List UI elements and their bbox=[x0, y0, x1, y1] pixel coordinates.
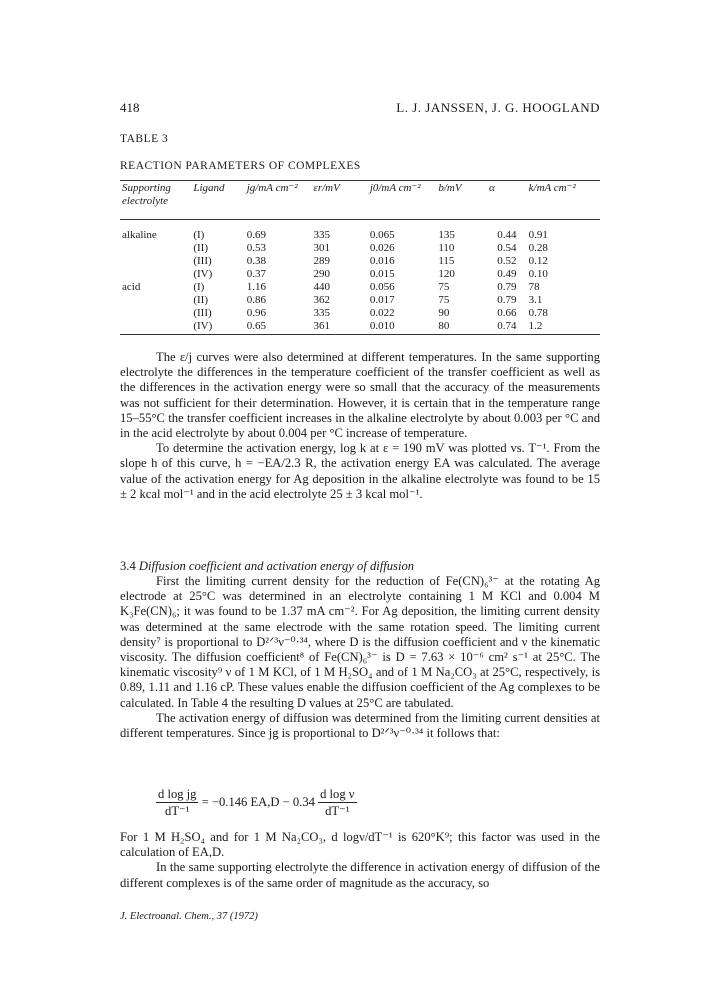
table-cell: 0.49 bbox=[497, 268, 517, 280]
column-header: α bbox=[488, 182, 495, 194]
table-cell: 0.44 bbox=[497, 229, 517, 241]
table-cell: 0.52 bbox=[497, 255, 517, 267]
table-cell: 0.69 bbox=[246, 229, 266, 241]
table-bottom-rule bbox=[120, 334, 600, 335]
equation-lhs-denominator: dT⁻¹ bbox=[165, 804, 190, 818]
table-cell: 0.065 bbox=[369, 229, 395, 241]
table-cell: 90 bbox=[438, 307, 450, 319]
table-cell: alkaline bbox=[122, 229, 157, 241]
reaction-parameters-table bbox=[120, 182, 600, 333]
table-cell: (IV) bbox=[193, 268, 213, 280]
table-cell bbox=[120, 255, 191, 268]
table-cell: 75 bbox=[438, 281, 450, 293]
table-cell: 1.16 bbox=[246, 281, 266, 293]
table-cell: 75 bbox=[438, 294, 450, 306]
table-cell: 0.74 bbox=[497, 320, 517, 332]
table-row bbox=[120, 268, 600, 281]
table-cell: 115 bbox=[438, 255, 455, 267]
equation-rhs-denominator: dT⁻¹ bbox=[325, 804, 350, 818]
equation-middle: = −0.146 EA,D − 0.34 bbox=[201, 794, 315, 809]
table-cell: 0.86 bbox=[246, 294, 266, 306]
paragraph: The ε/j curves were also determined at different temperatures. In the same supporting electrolyte the differences in the temperature coefficient of the transfer coefficient as well as the differences in the activation energy were so small that the accuracy of the measurements was not sufficient for their determination. However, it is certain that in the temperature range 15–55°C the transfer coefficient increases in the alkaline electrolyte by about 0.003 per °C and in the acid electrolyte by about 0.004 per °C increase of temperature. bbox=[120, 350, 600, 441]
column-header: εr/mV bbox=[313, 182, 340, 194]
table-cell: 440 bbox=[313, 281, 331, 293]
table-cell: 0.79 bbox=[497, 281, 517, 293]
table-cell: 0.91 bbox=[528, 229, 548, 241]
table-cell: (I) bbox=[193, 281, 205, 293]
table-cell: 0.78 bbox=[528, 307, 548, 319]
paragraph: To determine the activation energy, log k at ε = 190 mV was plotted vs. T⁻¹. From the slope h of this curve, h = −EA/2.3 R, the activation energy EA was calculated. The average value of the activation energy for Ag deposition in the alkaline electrolyte was found to be 15 ± 2 kcal mol⁻¹ and in the acid electrolyte 25 ± 3 kcal mol⁻¹. bbox=[120, 441, 600, 501]
table-cell: 0.015 bbox=[369, 268, 395, 280]
table-cell: 0.37 bbox=[246, 268, 266, 280]
table-cell: 0.66 bbox=[497, 307, 517, 319]
table-cell: 135 bbox=[438, 229, 455, 241]
table-top-rule bbox=[120, 180, 600, 181]
table-cell: 0.12 bbox=[528, 255, 548, 267]
section-number: 3.4 bbox=[120, 559, 136, 573]
table-cell: 0.65 bbox=[246, 320, 266, 332]
table-cell: (IV) bbox=[193, 320, 213, 332]
paragraph: The activation energy of diffusion was determined from the limiting current densities at different temperatures. Since jg is proportional to D²ᐟ³ν⁻⁰·³⁴ it follows that: bbox=[120, 710, 600, 741]
table-cell: 0.010 bbox=[369, 320, 395, 332]
page-number: 418 bbox=[120, 100, 140, 115]
table-cell: 0.056 bbox=[369, 281, 395, 293]
paragraph: For 1 M H₂SO₄ and for 1 M Na₂CO₃, d logν/dT⁻¹ is 620°K⁹; this factor was used in the calculation of EA,D. bbox=[120, 830, 600, 860]
table-label: TABLE 3 bbox=[120, 133, 169, 145]
table-cell: 289 bbox=[313, 255, 331, 267]
table-cell: 0.10 bbox=[528, 268, 548, 280]
column-header: b/mV bbox=[438, 182, 462, 194]
table-row bbox=[120, 320, 600, 333]
table-cell: 0.016 bbox=[369, 255, 395, 267]
table-cell: 0.96 bbox=[246, 307, 266, 319]
table-cell: 361 bbox=[313, 320, 331, 332]
table-cell bbox=[120, 294, 191, 307]
column-header: Supporting electrolyte bbox=[122, 182, 171, 207]
equation-rhs-fraction bbox=[318, 787, 356, 819]
table-cell: 3.1 bbox=[528, 294, 543, 306]
table-cell: 110 bbox=[438, 242, 455, 254]
paragraph-block-1 bbox=[120, 350, 600, 502]
table-cell: (II) bbox=[193, 294, 209, 306]
table-cell: (III) bbox=[193, 307, 212, 319]
table-cell: 0.022 bbox=[369, 307, 395, 319]
table-row bbox=[120, 307, 600, 320]
table-cell: 290 bbox=[313, 268, 331, 280]
table-cell bbox=[120, 268, 191, 281]
section-heading bbox=[120, 559, 414, 574]
table-header-row bbox=[120, 182, 600, 220]
table-cell bbox=[120, 307, 191, 320]
table-row bbox=[120, 242, 600, 255]
table-caption: REACTION PARAMETERS OF COMPLEXES bbox=[120, 160, 361, 172]
section-title: Diffusion coefficient and activation energy of diffusion bbox=[138, 559, 415, 573]
paragraph-block-2 bbox=[120, 574, 600, 741]
table-cell: 362 bbox=[313, 294, 331, 306]
table-cell: 301 bbox=[313, 242, 331, 254]
running-authors: L. J. JANSSEN, J. G. HOOGLAND bbox=[396, 100, 600, 115]
table-cell: 335 bbox=[313, 229, 331, 241]
table-cell: 335 bbox=[313, 307, 331, 319]
diffusion-equation bbox=[156, 787, 357, 819]
table-row bbox=[120, 294, 600, 307]
table-cell: 78 bbox=[528, 281, 540, 293]
column-header: Ligand bbox=[193, 182, 225, 194]
table-cell: 0.28 bbox=[528, 242, 548, 254]
table-row bbox=[120, 220, 600, 242]
table-cell: 0.79 bbox=[497, 294, 517, 306]
table-cell: 120 bbox=[438, 268, 455, 280]
table-cell: 0.026 bbox=[369, 242, 395, 254]
column-header: j0/mA cm⁻² bbox=[369, 182, 421, 194]
paragraph-block-3 bbox=[120, 830, 600, 891]
table-row bbox=[120, 255, 600, 268]
table-cell: acid bbox=[122, 281, 141, 293]
paragraph: First the limiting current density for the reduction of Fe(CN)₆³⁻ at the rotating Ag electrode at 25°C was determined in an electrolyte containing 1 M KCl and 0.004 M K₃Fe(CN)₆; it was found to be 1.37 mA cm⁻². For Ag deposition, the limiting current density was determined at the same electrode with the same rotation speed. The limiting current density⁷ is proportional to D²ᐟ³ν⁻⁰·³⁴, where D is the diffusion coefficient and ν the kinematic viscosity. The diffusion coefficient⁸ of Fe(CN)₆³⁻ is D = 7.63 × 10⁻⁶ cm² s⁻¹ at 25°C. The kinematic viscosity⁹ ν of 1 M KCl, of 1 M H₂SO₄ and of 1 M Na₂CO₃ at 25°C, respectively, is 0.89, 1.11 and 1.16 cP. These values enable the diffusion coefficient of the Ag complexes to be calculated. In Table 4 the resulting D values at 25°C are tabulated. bbox=[120, 574, 600, 710]
column-header: k/mA cm⁻² bbox=[528, 182, 576, 194]
table-row bbox=[120, 281, 600, 294]
table-cell bbox=[120, 242, 191, 255]
column-header: jg/mA cm⁻² bbox=[246, 182, 298, 194]
table-cell: (II) bbox=[193, 242, 209, 254]
table-cell: (III) bbox=[193, 255, 212, 267]
table-cell: 0.54 bbox=[497, 242, 517, 254]
table-cell: 0.53 bbox=[246, 242, 266, 254]
journal-footer: J. Electroanal. Chem., 37 (1972) bbox=[120, 911, 258, 922]
table-cell: 0.38 bbox=[246, 255, 266, 267]
table-cell: (I) bbox=[193, 229, 205, 241]
equation-lhs-numerator: d log jg bbox=[158, 787, 197, 801]
paragraph: In the same supporting electrolyte the difference in activation energy of diffusion of the different complexes is of the same order of magnitude as the accuracy, so bbox=[120, 860, 600, 890]
equation-lhs-fraction bbox=[156, 787, 198, 819]
equation-rhs-numerator: d log ν bbox=[320, 787, 355, 801]
table-cell: 80 bbox=[438, 320, 450, 332]
table-cell: 1.2 bbox=[528, 320, 543, 332]
table-cell: 0.017 bbox=[369, 294, 395, 306]
table-cell bbox=[120, 320, 191, 333]
